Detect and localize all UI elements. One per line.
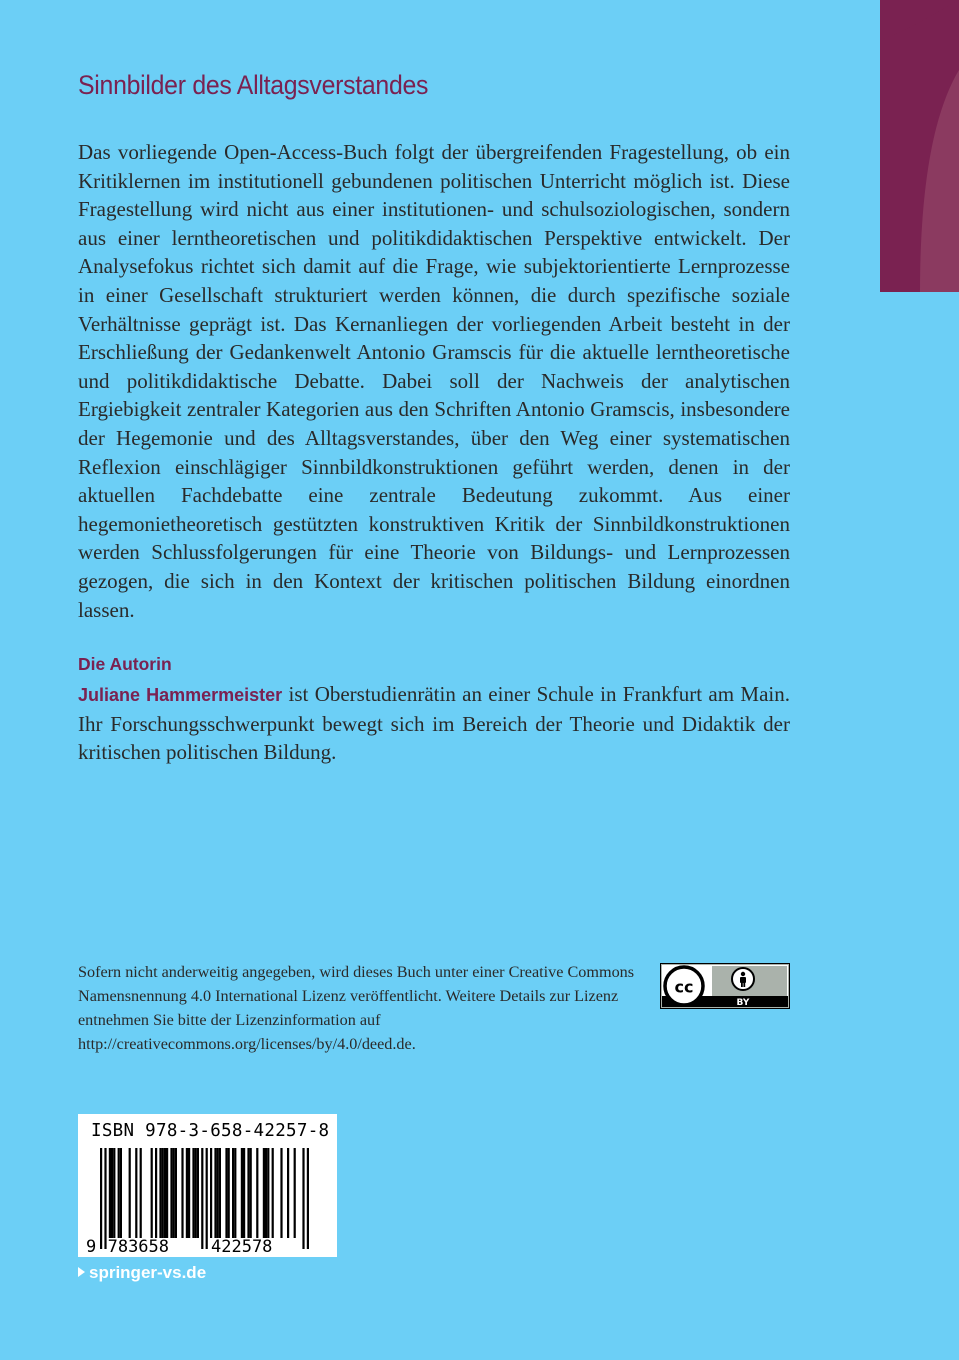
barcode-bar [118, 1148, 120, 1238]
author-bio [78, 680, 790, 767]
barcode-bar [267, 1148, 269, 1238]
license-notice: Sofern nicht anderweitig angegeben, wird dieses Buch unter einer Creative Commons Namensnennung 4.0 International Lizenz veröffentlicht. Weitere Details zur Lizenz entnehmen Sie bitte der Lizenzinformation auf http://creativecommons.org/licenses/by/4.0/deed.de. [78, 963, 635, 1053]
cc-icon [665, 967, 703, 1005]
barcode-bar [100, 1148, 102, 1249]
isbn-barcode [78, 1114, 337, 1257]
decorative-band [880, 0, 959, 292]
barcode-bar [210, 1148, 212, 1238]
barcode-bar [201, 1148, 203, 1249]
barcode-bar [109, 1148, 111, 1238]
barcode-bar [234, 1148, 236, 1238]
barcode-bar [129, 1148, 131, 1238]
by-label: BY [736, 998, 750, 1008]
barcode-bar [307, 1148, 309, 1249]
barcode-bar [166, 1148, 168, 1238]
barcode-bar [280, 1148, 282, 1238]
barcode-bar [250, 1148, 252, 1238]
person-icon [732, 968, 754, 990]
barcode-first-digit: 9 [86, 1237, 97, 1257]
author-name: Juliane Hammermeister [78, 685, 283, 705]
barcode-bar [265, 1148, 267, 1238]
barcode-bar [243, 1148, 245, 1238]
barcode-bar [164, 1148, 166, 1238]
barcode-bar [170, 1148, 172, 1238]
barcode-bar [272, 1148, 274, 1238]
barcode-bar [188, 1148, 190, 1238]
book-description: Das vorliegende Open-Access-Buch folgt der übergreifenden Fragestellung, ob ein Kritiklernen im institutionell gebundenen politischen Unterricht möglich ist. Diese Fragestellung wird nicht aus einer institutionen- und schulsoziologischen, sondern aus einer lerntheoretischen und politikdidaktischen Perspektive entwickelt. Der Analysefokus richtet sich damit auf die Frage, wie subjektorientierte Lernprozesse in einer Gesellschaft strukturiert werden können, die durch spezifische soziale Verhältnisse geprägt ist. Das Kernanliegen der vorliegenden Arbeit besteht in der Erschließung der Gedankenwelt Antonio Gramscis für die aktuelle lerntheoretische und politikdidaktische Debatte. Dabei soll der Nachweis der analytischen Ergiebigkeit zentraler Kategorien aus den Schriften Antonio Gramscis, insbesondere der Hegemonie und des Alltagsverstandes, über den Weg einer systematischen Reflexion einschlägiger Sinnbildkonstruktionen geführt werden, denen in der aktuellen Fachdebatte eine zentrale Bedeutung zukommt. Aus einer hegemonietheoretisch gestützten konstruktiven Kritik der Sinnbildkonstruktionen werden Schlussfolgerungen für eine Theorie von Bildungs- und Lernprozessen gezogen, die sich in den Kontext der kritischen politischen Bildung einordnen lassen. [78, 140, 790, 622]
barcode-bar [225, 1148, 227, 1238]
barcode-bar [214, 1148, 216, 1238]
barcode-bar [195, 1148, 197, 1238]
barcode-bar [247, 1148, 249, 1238]
isbn-label: ISBN 978-3-658-42257-8 [91, 1121, 330, 1141]
author-heading: Die Autorin [78, 654, 172, 674]
barcode-bar [294, 1148, 296, 1238]
barcode-right-digits: 422578 [211, 1237, 273, 1257]
publisher-link-text: springer-vs.de [89, 1263, 207, 1282]
barcode-bar [173, 1148, 175, 1238]
cc-label: cc [674, 977, 694, 997]
barcode-bar [162, 1148, 164, 1238]
barcode-bar [120, 1148, 122, 1238]
barcode-bar [151, 1148, 153, 1238]
barcode-bar [155, 1148, 157, 1238]
barcode-bar [302, 1148, 304, 1249]
barcode-bar [241, 1148, 243, 1238]
barcode-left-digits: 783658 [107, 1237, 170, 1257]
barcode-bar [175, 1148, 177, 1238]
arrow-right-icon [78, 1267, 85, 1277]
barcode-bar [287, 1148, 289, 1238]
barcode-bar [111, 1148, 113, 1238]
barcode-bar [197, 1148, 199, 1238]
barcode-bar [232, 1148, 234, 1238]
barcode-bar [186, 1148, 188, 1238]
cc-by-license-badge[interactable] [660, 963, 790, 1009]
barcode-bar [217, 1148, 219, 1238]
barcode-bar [140, 1148, 142, 1238]
barcode-bar [159, 1148, 161, 1238]
book-title: Sinnbilder des Alltagsverstandes [78, 70, 429, 100]
barcode-bar [113, 1148, 115, 1238]
barcode-bar [263, 1148, 265, 1238]
author-bio-text: ist Oberstudienrätin an einer Schule in Frankfurt am Main. Ihr Forschungsschwerpunkt bewegt sich im Bereich der Theorie und Didaktik der kritischen politischen Bildung. [78, 682, 790, 765]
barcode-bar [219, 1148, 221, 1238]
barcode-bar [181, 1148, 183, 1238]
barcode-bar [228, 1148, 230, 1238]
barcode-bar [192, 1148, 194, 1238]
barcode-bar [104, 1148, 106, 1249]
publisher-link[interactable] [78, 1263, 206, 1283]
barcode-bar [135, 1148, 137, 1238]
barcode-bar [206, 1148, 208, 1249]
barcode-bar [256, 1148, 258, 1238]
